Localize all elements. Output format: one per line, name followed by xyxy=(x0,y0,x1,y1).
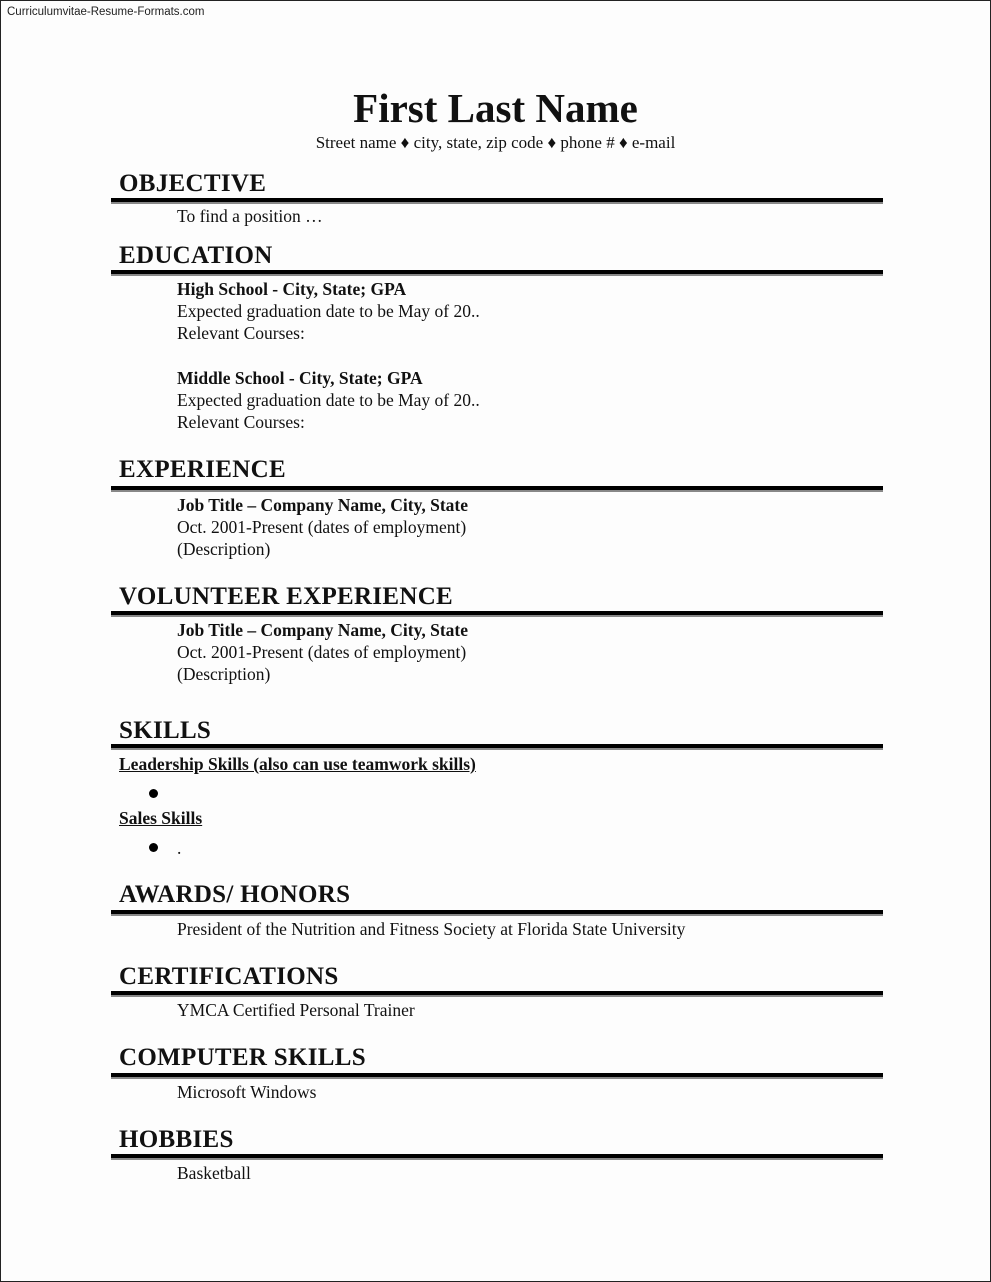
objective-text: To find a position … xyxy=(177,206,323,226)
skill-group-label: Leadership Skills (also can use teamwork skills) xyxy=(119,754,476,774)
bullet-icon xyxy=(149,789,158,798)
contact-line: Street name ♦ city, state, zip code ♦ phone # ♦ e-mail xyxy=(315,133,676,152)
section-rule xyxy=(111,910,883,916)
bullet-icon xyxy=(149,843,158,852)
education-line: Relevant Courses: xyxy=(177,412,305,432)
volunteer-title: Job Title – Company Name, City, State xyxy=(177,620,469,640)
section-rule xyxy=(111,1154,883,1160)
section-rule xyxy=(111,486,883,492)
certifications-text: YMCA Certified Personal Trainer xyxy=(177,1000,415,1020)
section-rule xyxy=(111,744,883,750)
education-title: Middle School - City, State; GPA xyxy=(177,368,423,388)
section-rule xyxy=(111,1073,883,1079)
skills-heading: SKILLS xyxy=(119,717,212,744)
skill-group-label: Sales Skills xyxy=(119,808,203,828)
section-rule xyxy=(111,198,883,204)
education-heading: EDUCATION xyxy=(119,242,273,269)
hobbies-heading: HOBBIES xyxy=(119,1126,234,1153)
computer-skills-heading: COMPUTER SKILLS xyxy=(119,1044,366,1071)
section-rule xyxy=(111,270,883,276)
awards-heading: AWARDS/ HONORS xyxy=(119,881,351,908)
section-rule xyxy=(111,991,883,997)
experience-desc: (Description) xyxy=(177,539,271,559)
hobbies-text: Basketball xyxy=(177,1163,251,1183)
certifications-heading: CERTIFICATIONS xyxy=(119,963,339,990)
skill-bullet: . xyxy=(177,838,182,858)
experience-heading: EXPERIENCE xyxy=(119,456,286,483)
volunteer-desc: (Description) xyxy=(177,664,271,684)
resume-name: First Last Name xyxy=(353,85,638,131)
education-title: High School - City, State; GPA xyxy=(177,279,407,299)
education-line: Expected graduation date to be May of 20.. xyxy=(177,390,480,410)
education-line: Relevant Courses: xyxy=(177,323,305,343)
experience-dates: Oct. 2001-Present (dates of employment) xyxy=(177,517,467,537)
watermark: Curriculumvitae-Resume-Formats.com xyxy=(7,6,205,18)
volunteer-heading: VOLUNTEER EXPERIENCE xyxy=(119,583,454,610)
awards-text: President of the Nutrition and Fitness Society at Florida State University xyxy=(177,919,686,939)
experience-title: Job Title – Company Name, City, State xyxy=(177,495,469,515)
volunteer-dates: Oct. 2001-Present (dates of employment) xyxy=(177,642,467,662)
section-rule xyxy=(111,611,883,617)
objective-heading: OBJECTIVE xyxy=(119,170,267,197)
education-line: Expected graduation date to be May of 20.. xyxy=(177,301,480,321)
computer-skills-text: Microsoft Windows xyxy=(177,1082,317,1102)
